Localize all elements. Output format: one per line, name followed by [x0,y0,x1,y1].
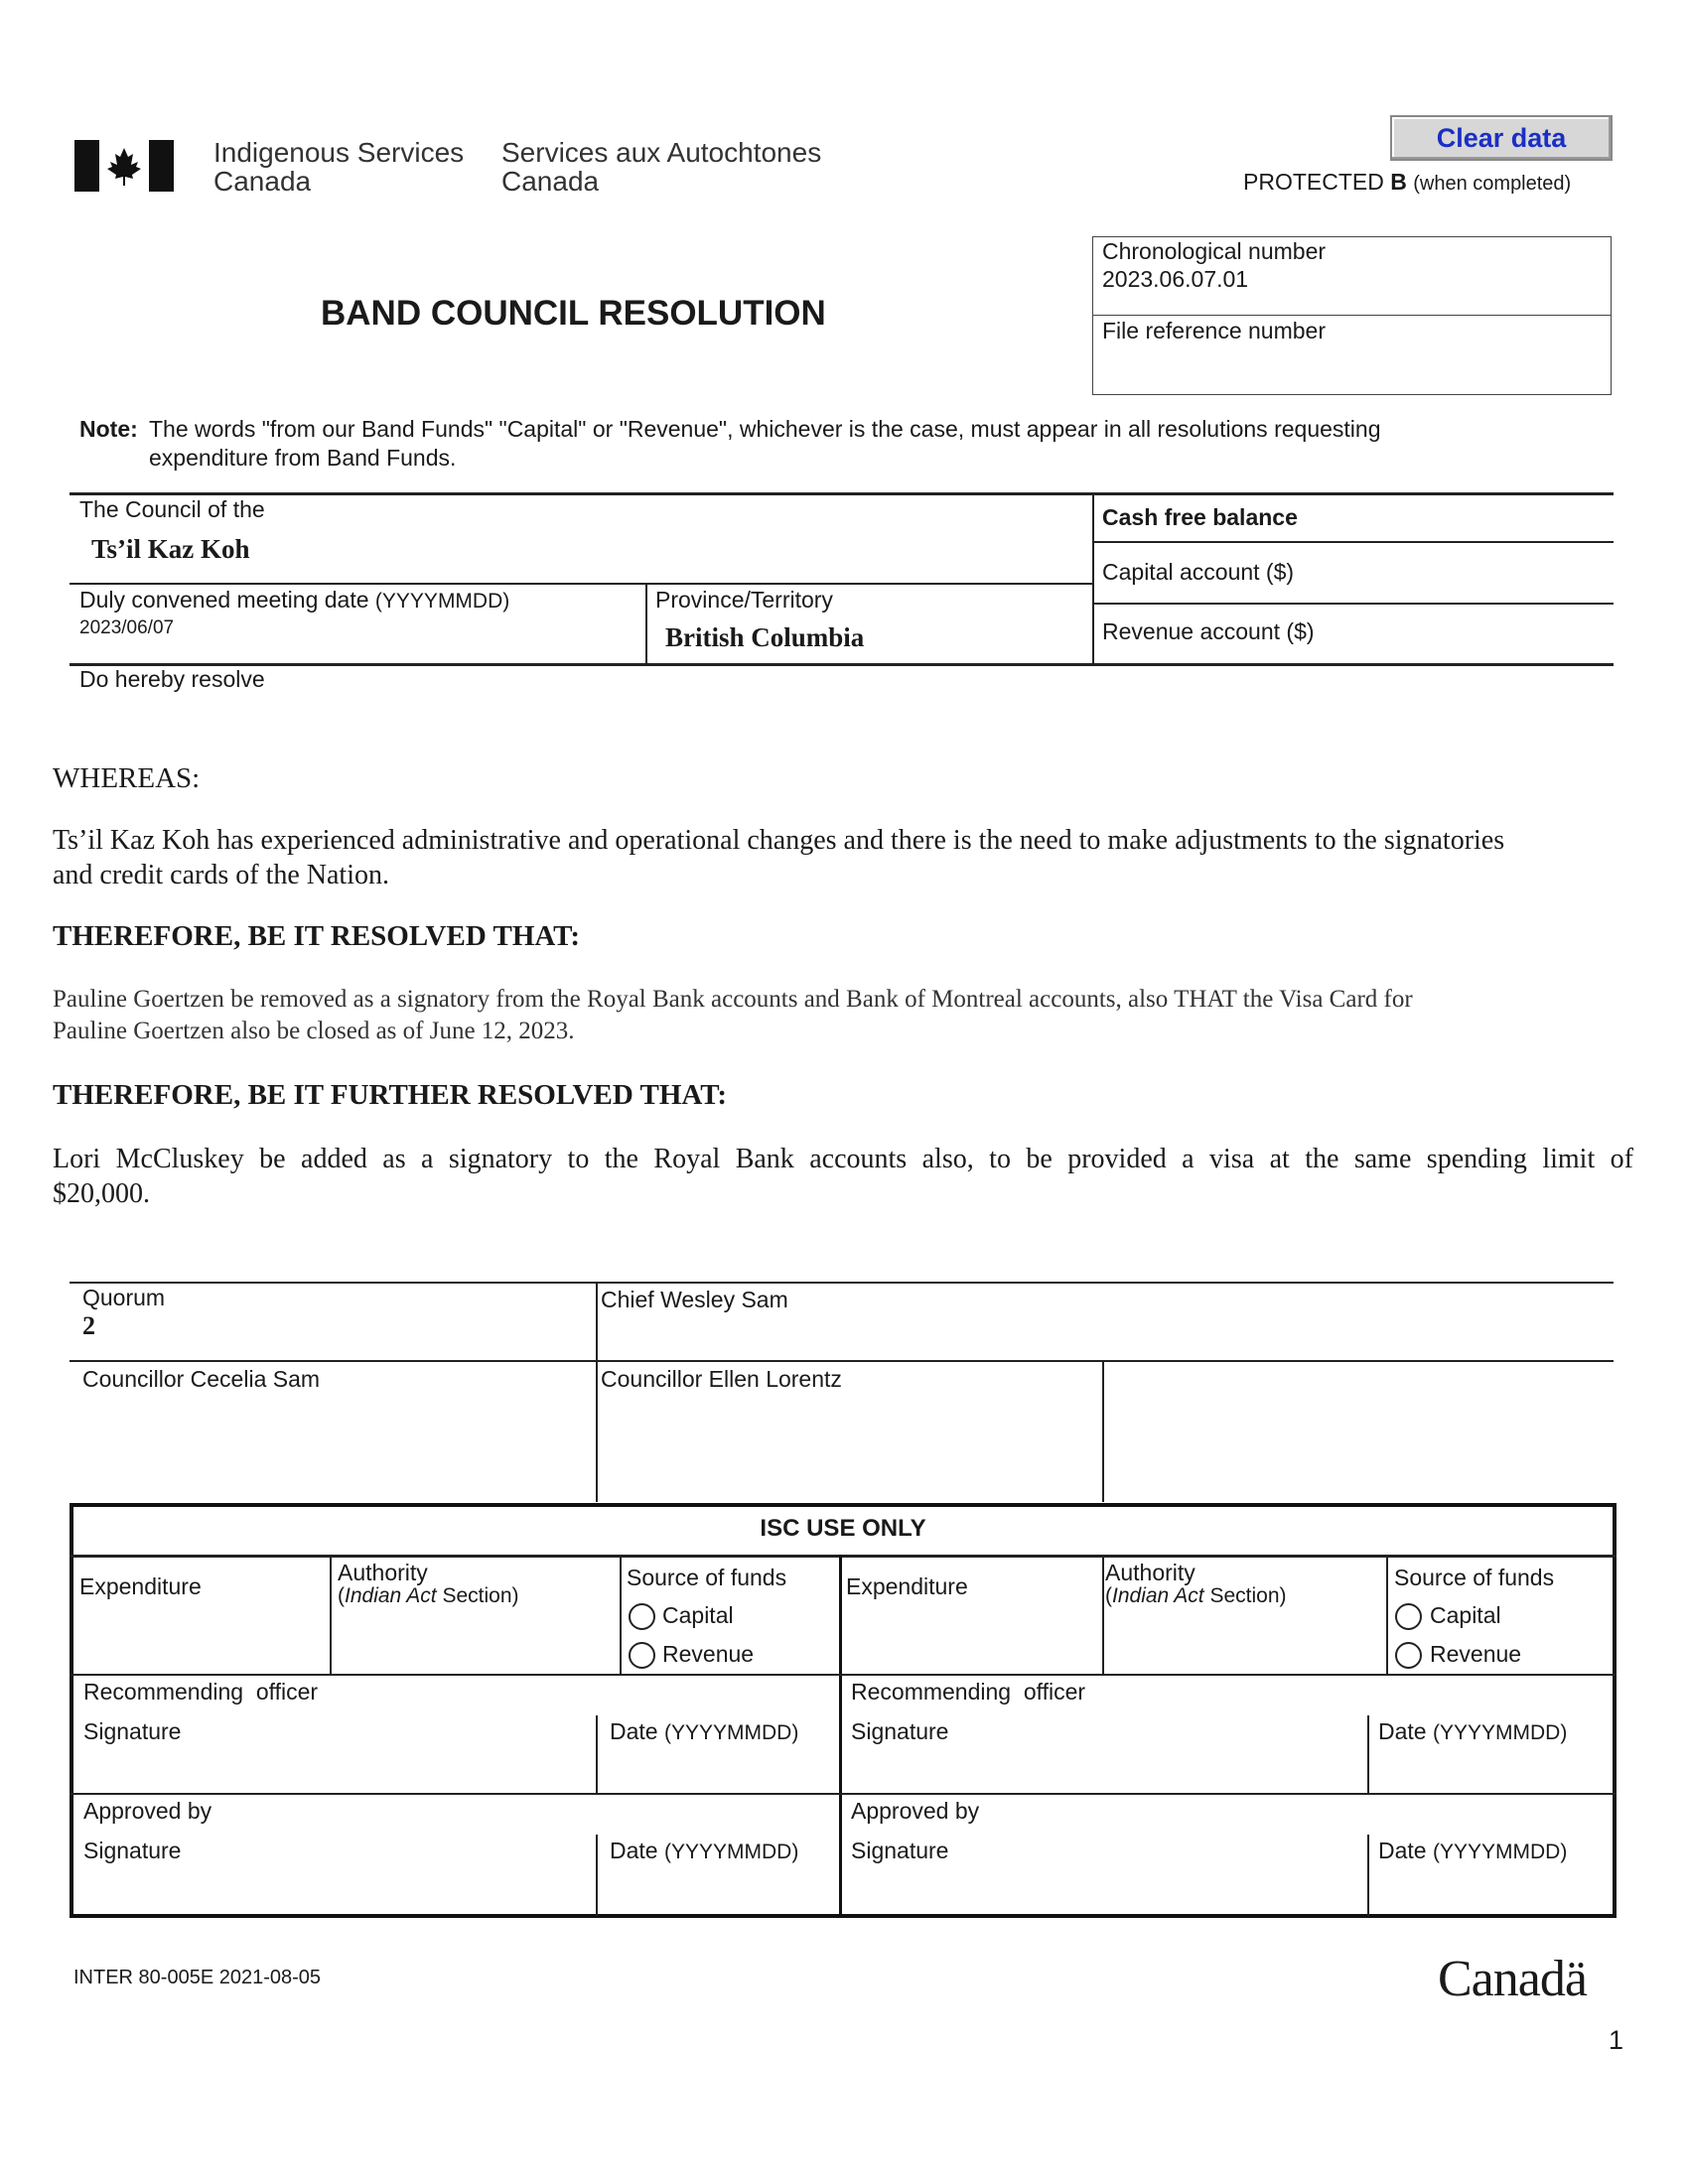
isc-use-only-title: ISC USE ONLY [760,1515,926,1542]
approved-signature-left[interactable]: Signature [83,1838,182,1863]
province-label: Province/Territory [655,587,833,613]
meeting-date-field[interactable]: 2023/06/07 [79,617,175,638]
protected-notice: PROTECTED B (when completed) [1243,169,1572,195]
capital-account-label[interactable]: Capital account ($) [1102,559,1295,585]
capital-radio-left[interactable] [629,1603,655,1630]
recommending-date-right[interactable]: Date (YYYYMMDD) [1378,1718,1568,1744]
resolved-text: Pauline Goertzen be removed as a signatory from the Royal Bank accounts and Bank of Montreal accounts, also THAT the Visa Card for Pauline Goertzen also be closed as of June 12, 2023. [53,986,1413,1044]
isc-source-of-funds-left: Source of funds [627,1565,787,1590]
quorum-field[interactable]: 2 [82,1311,95,1340]
approved-date-right[interactable]: Date (YYYYMMDD) [1378,1838,1568,1863]
whereas-text: Ts’il Kaz Koh has experienced administrative and operational changes and there is the need to make adjustments to the signatories and credit cards of the Nation. [53,825,1505,890]
clear-data-button[interactable] [1390,115,1613,161]
further-resolved-text: Lori McCluskey be added as a signatory to the Royal Bank accounts also, to be provided a visa at the same spending limit of $20,000. [53,1144,1633,1209]
isc-expenditure-left[interactable]: Expenditure [79,1573,202,1599]
recommending-signature-right[interactable]: Signature [851,1718,949,1744]
approved-signature-right[interactable]: Signature [851,1838,949,1863]
meeting-date-label: Duly convened meeting date (YYYYMMDD) [79,587,510,613]
cash-free-balance-heading: Cash free balance [1102,504,1298,530]
capital-radio-label-left: Capital [662,1602,734,1628]
note-label: Note: [79,416,138,442]
councillor-1-signature-field[interactable]: Councillor Cecelia Sam [82,1366,321,1392]
department-name-en: Indigenous Services Canada [213,137,465,197]
council-name-field[interactable]: Ts’il Kaz Koh [91,534,250,564]
do-hereby-resolve-label: Do hereby resolve [79,666,265,692]
revenue-radio-right[interactable] [1395,1642,1422,1669]
note-text-line2: expenditure from Band Funds. [149,445,457,471]
form-title: BAND COUNCIL RESOLUTION [321,294,826,333]
approved-by-label-right: Approved by [851,1798,980,1824]
canada-wordmark: Canadä [1438,1951,1587,2007]
councillor-2-signature-field[interactable]: Councillor Ellen Lorentz [601,1366,842,1392]
approved-by-label-left: Approved by [83,1798,212,1824]
clear-data-label: Clear data [1436,123,1567,153]
canada-flag-logo [74,140,174,192]
department-name-fr: Services aux Autochtones Canada [501,137,822,197]
page-number: 1 [1609,2025,1624,2055]
revenue-radio-left[interactable] [629,1642,655,1669]
revenue-radio-label-right: Revenue [1430,1641,1522,1667]
form-code: INTER 80-005E 2021-08-05 [73,1967,322,1988]
whereas-heading: WHEREAS: [53,762,201,794]
further-resolved-heading: THEREFORE, BE IT FURTHER RESOLVED THAT: [53,1079,728,1111]
recommending-signature-left[interactable]: Signature [83,1718,182,1744]
note-text-line1: The words "from our Band Funds" "Capital" or "Revenue", whichever is the case, must appear in all resolutions requesting [149,416,1381,442]
province-field[interactable]: British Columbia [665,622,865,652]
revenue-radio-label-left: Revenue [662,1641,755,1667]
file-reference-label: File reference number [1102,318,1326,343]
capital-radio-right[interactable] [1395,1603,1422,1630]
chrono-number-field[interactable]: 2023.06.07.01 [1102,266,1249,292]
recommending-officer-label-right: Recommending officer [851,1679,1086,1705]
recommending-date-left[interactable]: Date (YYYYMMDD) [610,1718,799,1744]
chief-signature-field[interactable]: Chief Wesley Sam [601,1287,788,1312]
isc-authority-right[interactable]: Authority (Indian Act Section) [1105,1560,1287,1607]
resolved-heading: THEREFORE, BE IT RESOLVED THAT: [53,920,581,952]
revenue-account-label[interactable]: Revenue account ($) [1102,618,1315,644]
isc-source-of-funds-right: Source of funds [1394,1565,1555,1590]
isc-expenditure-right[interactable]: Expenditure [846,1573,968,1599]
council-label: The Council of the [79,496,265,522]
quorum-label: Quorum [82,1285,166,1310]
isc-authority-left[interactable]: Authority (Indian Act Section) [338,1560,519,1607]
chrono-label: Chronological number [1102,238,1327,264]
capital-radio-label-right: Capital [1430,1602,1501,1628]
recommending-officer-label-left: Recommending officer [83,1679,319,1705]
approved-date-left[interactable]: Date (YYYYMMDD) [610,1838,799,1863]
